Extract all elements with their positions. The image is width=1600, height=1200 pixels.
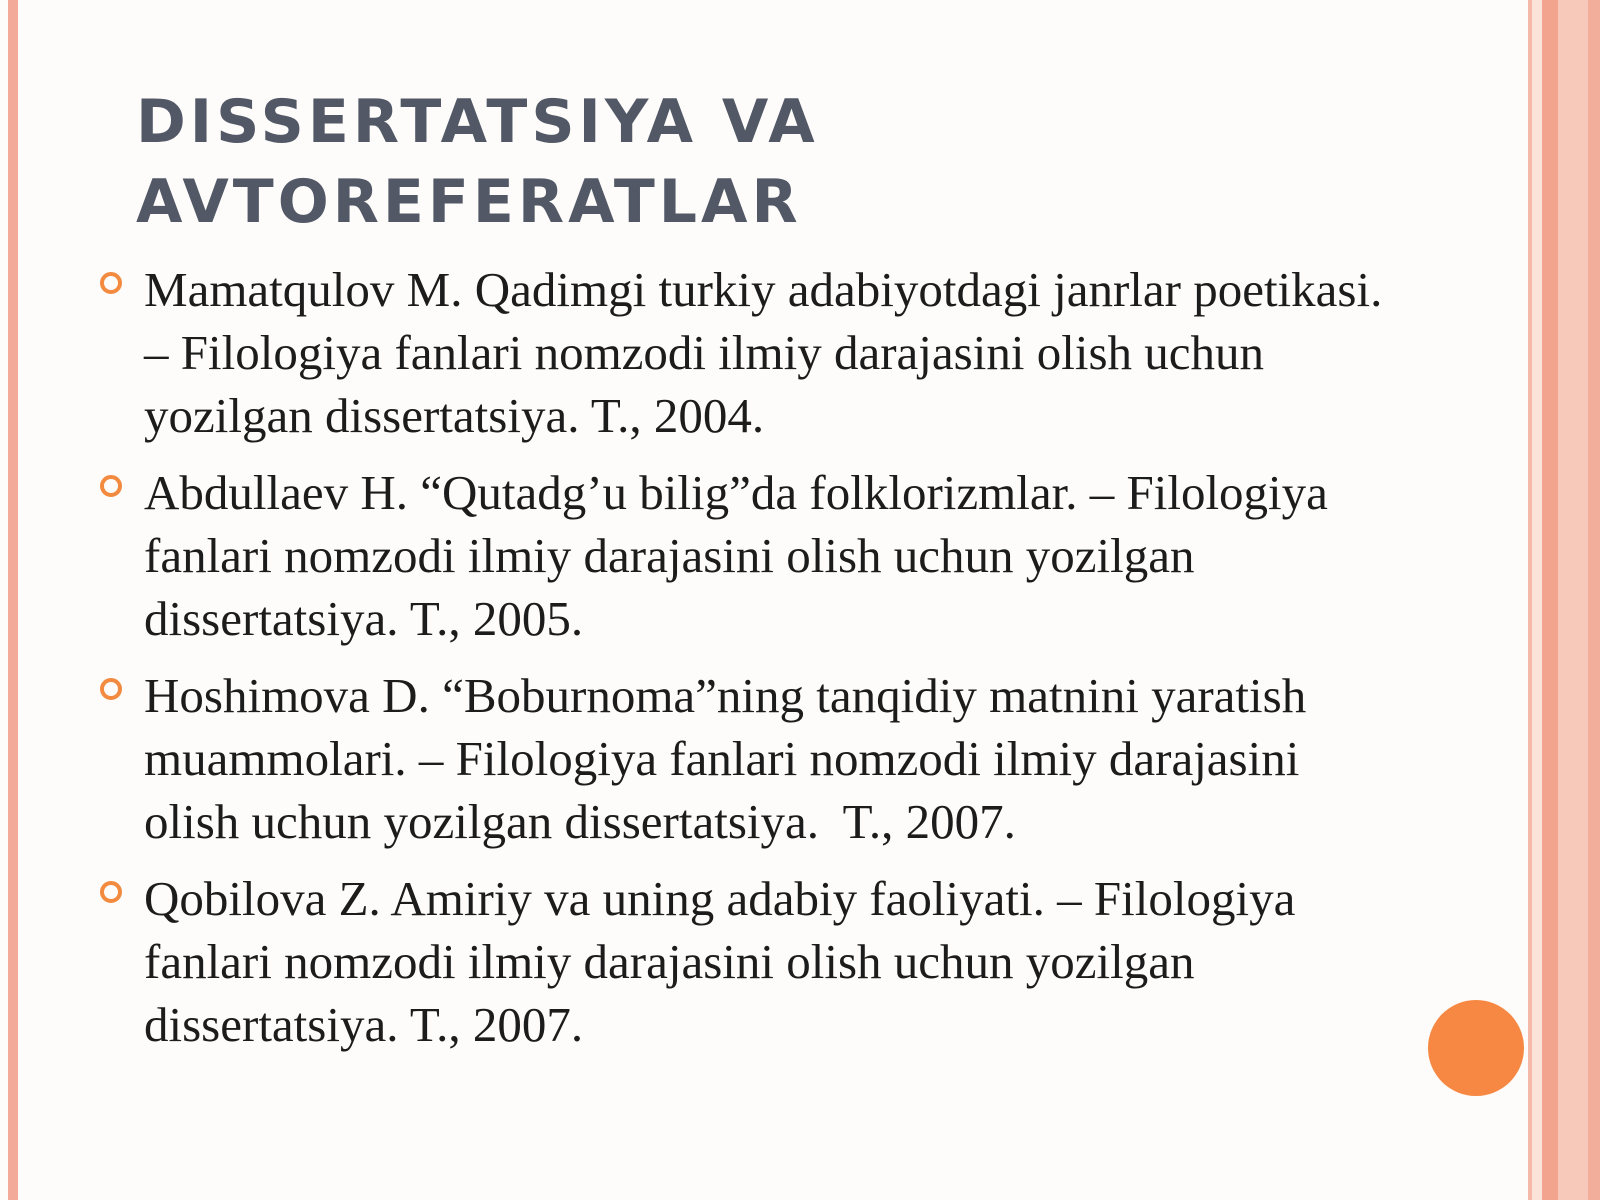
list-item-line: Qobilova Z. Amiriy va uning adabiy faoliyati. – Filologiya: [144, 871, 1296, 926]
hollow-circle-bullet-icon: [100, 272, 122, 294]
list-item-line: Abdullaev H. “Qutadg’u bilig”da folklorizmlar. – Filologiya: [144, 465, 1328, 520]
list-item-text: [144, 664, 1510, 853]
list-item-line: fanlari nomzodi ilmiy darajasini olish uchun yozilgan: [144, 528, 1195, 583]
right-decorative-stripe-edge: [1588, 0, 1600, 1200]
list-item-line: – Filologiya fanlari nomzodi ilmiy darajasini olish uchun: [144, 325, 1265, 380]
list-item: [100, 867, 1510, 1056]
hollow-circle-bullet-icon: [100, 881, 122, 903]
list-item-text: [144, 258, 1510, 447]
list-item: [100, 664, 1510, 853]
slide-title-line: DISSERTATSIYA VA: [136, 87, 819, 157]
list-item-line: Mamatqulov M. Qadimgi turkiy adabiyotdagi janrlar poetikasi.: [144, 262, 1383, 317]
list-item-text: [144, 867, 1510, 1056]
accent-circle: [1428, 1000, 1524, 1096]
right-decorative-stripe-wide: [1542, 0, 1558, 1200]
hollow-circle-bullet-icon: [100, 475, 122, 497]
list-item-line: dissertatsiya. T., 2007.: [144, 997, 584, 1052]
list-item-line: yozilgan dissertatsiya. T., 2004.: [144, 388, 765, 443]
list-item-line: muammolari. – Filologiya fanlari nomzodi ilmiy darajasini: [144, 731, 1300, 786]
list-item-line: Hoshimova D. “Boburnoma”ning tanqidiy matnini yaratish: [144, 668, 1307, 723]
right-decorative-stripe-gap: [1532, 0, 1542, 1200]
list-item-line: olish uchun yozilgan dissertatsiya. T., 2007.: [144, 794, 1016, 849]
list-item-line: fanlari nomzodi ilmiy darajasini olish uchun yozilgan: [144, 934, 1195, 989]
list-item: [100, 461, 1510, 650]
slide-title: [136, 82, 1036, 242]
list-item-line: dissertatsiya. T., 2005.: [144, 591, 584, 646]
hollow-circle-bullet-icon: [100, 678, 122, 700]
left-decorative-stripe: [8, 0, 18, 1200]
list-item: [100, 258, 1510, 447]
slide-title-line: AVTOREFERATLAR: [136, 167, 802, 237]
list-item-text: [144, 461, 1510, 650]
reference-list: [100, 258, 1510, 1070]
